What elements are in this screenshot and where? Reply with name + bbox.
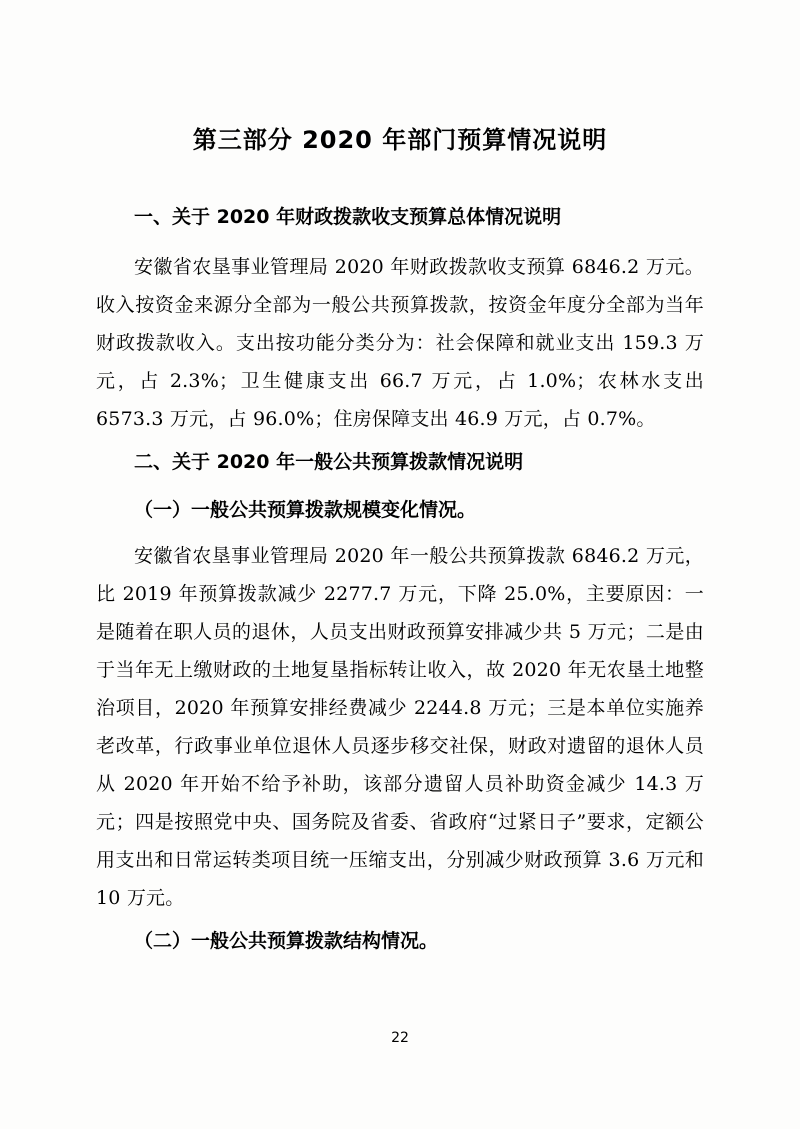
page-title: 第三部分 2020 年部门预算情况说明	[192, 126, 608, 154]
section-heading-2: 二、关于 2020 年一般公共预算拨款情况说明	[134, 451, 524, 474]
section-heading-1: 一、关于 2020 年财政拨款收支预算总体情况说明	[134, 206, 562, 228]
section-2-subheading-2: （二）一般公共预算拨款结构情况。	[134, 929, 439, 952]
section-1-paragraph-1: 安徽省农垦事业管理局 2020 年财政拨款收支预算 6846.2 万元。收入按资金来源分全部为一般公共预算拨款，按资金年度分全部为当年财政拨款收入。支出按功能分类分为：社会保障和就业支出 159.3 万元，占 2.3%；卫生健康支出 66.7 万元，占 1.0%；农林水支出 6573.3 万元，占 96.0%；住房保障支出 46.9 万元，占 0.7%。	[96, 256, 704, 431]
page-number: 22	[391, 1030, 409, 1046]
section-2-paragraph-1: 安徽省农垦事业管理局 2020 年一般公共预算拨款 6846.2 万元，比 2019 年预算拨款减少 2277.7 万元，下降 25.0%，主要原因：一是随着在职人员的退休，人员支出财政预算安排减少共 5 万元；二是由于当年无上缴财政的土地复垦指标转让收入，故 2020 年无农垦土地整治项目，2020 年预算安排经费减少 2244.8 万元；三是本单位实施养老改革，行政事业单位退休人员逐步移交社保，财政对遗留的退休人员从 2020 年开始不给予补助，该部分遗留人员补助资金减少 14.3 万元；四是按照党中央、国务院及省委、省政府“过紧日子”要求，定额公用支出和日常运转类项目统一压缩支出，分别减少财政预算 3.6 万元和 10 万元。	[96, 544, 704, 909]
section-2-subheading-1: （一）一般公共预算拨款规模变化情况。	[134, 498, 477, 521]
document-body	[96, 120, 704, 968]
